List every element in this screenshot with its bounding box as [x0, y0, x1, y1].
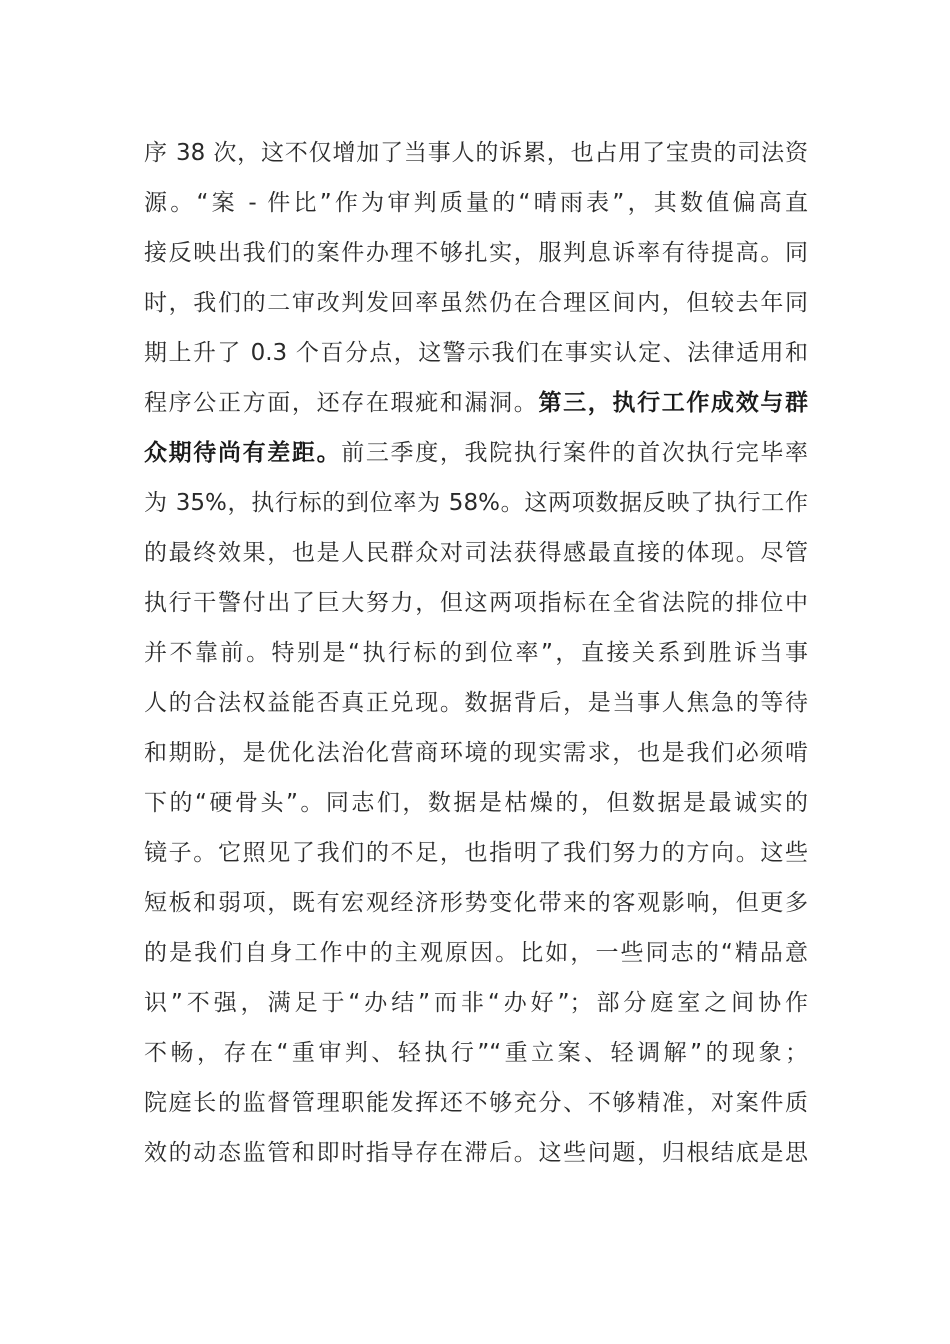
text-line [144, 278, 808, 328]
text-span: 的最终效果，也是人民群众对司法获得感最直接的体现。尽管 [144, 540, 808, 566]
body-text [144, 128, 808, 1178]
text-line [144, 928, 808, 978]
text-span: 接反映出我们的案件办理不够扎实，服判息诉率有待提高。同 [144, 240, 808, 266]
text-span: 序 38 次，这不仅增加了当事人的诉累，也占用了宝贵的司法资 [144, 140, 808, 166]
text-line [144, 728, 808, 778]
text-span: 期上升了 0.3 个百分点，这警示我们在事实认定、法律适用和 [144, 340, 808, 366]
text-span: 不畅，存在“重审判、轻执行”“重立案、轻调解”的现象； [144, 1040, 808, 1066]
text-line [144, 1028, 808, 1078]
text-line [144, 178, 808, 228]
text-span: 和期盼，是优化法治化营商环境的现实需求，也是我们必须啃 [144, 740, 808, 766]
text-span: 镜子。它照见了我们的不足，也指明了我们努力的方向。这些 [144, 840, 808, 866]
text-span: 的是我们自身工作中的主观原因。比如，一些同志的“精品意 [144, 940, 808, 966]
text-line [144, 978, 808, 1028]
text-line [144, 378, 808, 428]
text-line [144, 1078, 808, 1128]
bold-text-span: 第三，执行工作成效与群 [538, 390, 809, 416]
bold-text-span: 众期待尚有差距。 [144, 440, 342, 466]
text-span: 时，我们的二审改判发回率虽然仍在合理区间内，但较去年同 [144, 290, 808, 316]
text-line [144, 478, 808, 528]
text-line [144, 328, 808, 378]
text-line [144, 878, 808, 928]
text-span: 并不靠前。特别是“执行标的到位率”，直接关系到胜诉当事 [144, 640, 808, 666]
text-line [144, 828, 808, 878]
text-line [144, 228, 808, 278]
text-span: 下的“硬骨头”。同志们，数据是枯燥的，但数据是最诚实的 [144, 790, 808, 816]
text-span: 源。“案 - 件比”作为审判质量的“晴雨表”，其数值偏高直 [144, 190, 808, 216]
text-span: 短板和弱项，既有宏观经济形势变化带来的客观影响，但更多 [144, 890, 808, 916]
text-line [144, 1128, 808, 1178]
text-span: 前三季度，我院执行案件的首次执行完毕率 [341, 440, 809, 466]
text-line [144, 628, 808, 678]
text-line [144, 778, 808, 828]
text-span: 程序公正方面，还存在瑕疵和漏洞。 [144, 390, 539, 416]
text-span: 识”不强，满足于“办结”而非“办好”；部分庭室之间协作 [144, 990, 808, 1016]
text-span: 人的合法权益能否真正兑现。数据背后，是当事人焦急的等待 [144, 690, 808, 716]
text-span: 执行干警付出了巨大努力，但这两项指标在全省法院的排位中 [144, 590, 808, 616]
text-line [144, 528, 808, 578]
text-span: 院庭长的监督管理职能发挥还不够充分、不够精准，对案件质 [144, 1090, 808, 1116]
text-line [144, 678, 808, 728]
text-line [144, 128, 808, 178]
text-span: 为 35%，执行标的到位率为 58%。这两项数据反映了执行工作 [144, 490, 808, 516]
text-line [144, 428, 808, 478]
text-line [144, 578, 808, 628]
text-span: 效的动态监管和即时指导存在滞后。这些问题，归根结底是思 [144, 1140, 808, 1166]
